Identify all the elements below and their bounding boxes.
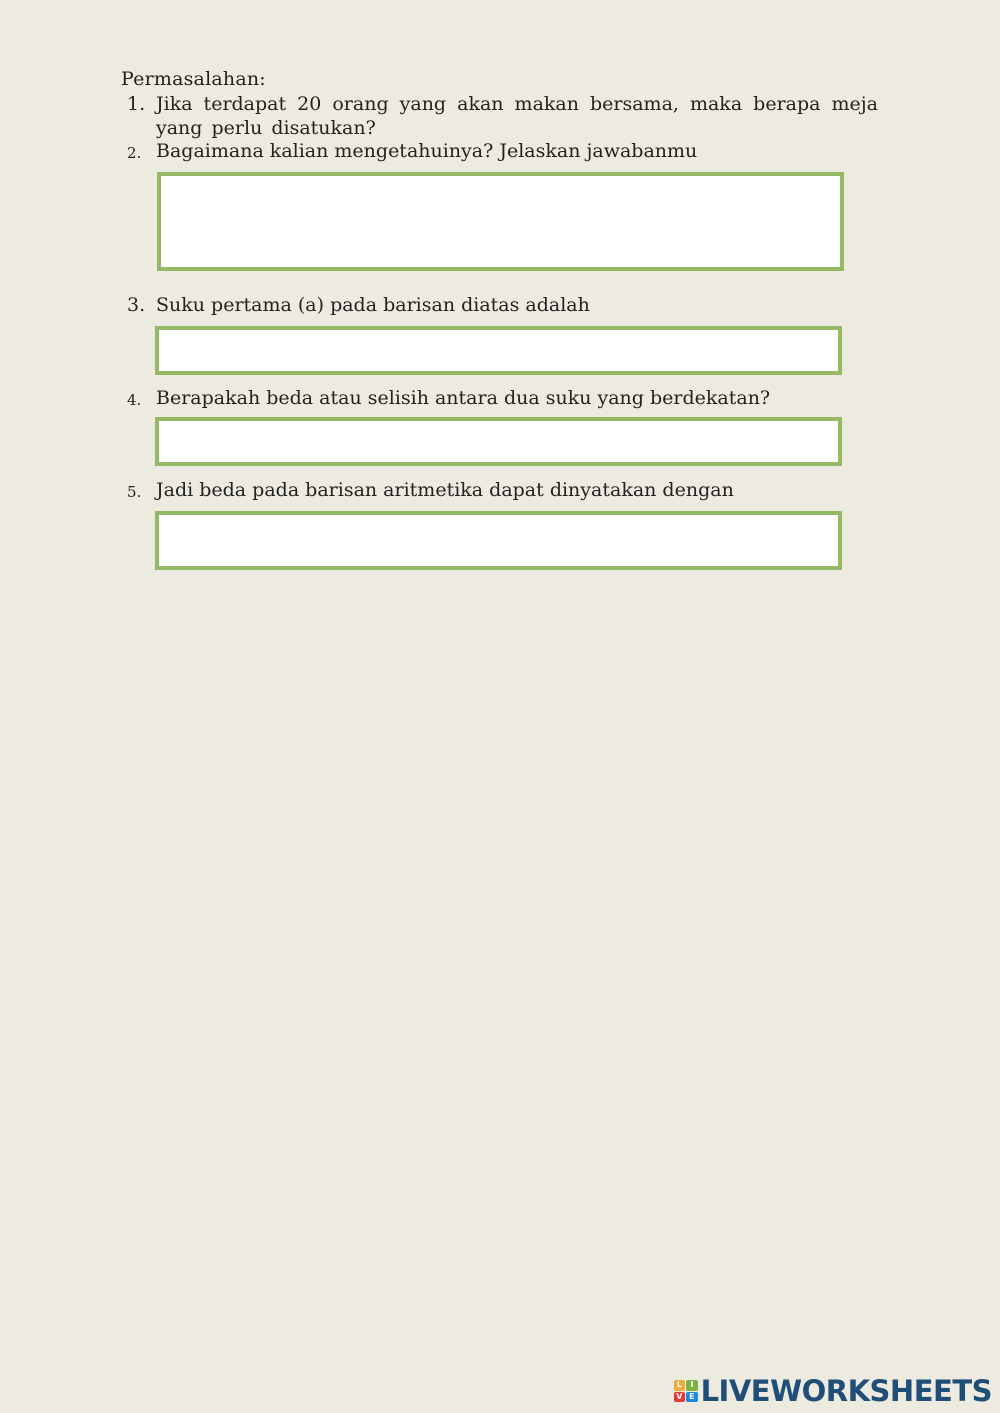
- answer-box-question-5[interactable]: [155, 511, 842, 570]
- logo-tile-e: E: [686, 1392, 698, 1403]
- question-text: Berapakah beda atau selisih antara dua suku yang berdekatan?: [156, 387, 771, 409]
- question-text-line-1: Jika terdapat 20 orang yang akan makan bersama, maka berapa meja: [156, 93, 878, 115]
- worksheet-heading: Permasalahan:: [121, 68, 266, 90]
- liveworksheets-logo: [674, 1375, 992, 1407]
- question-number: 3.: [127, 294, 146, 316]
- answer-box-question-2[interactable]: [157, 172, 844, 271]
- question-4: [121, 386, 878, 410]
- question-5: [121, 478, 878, 502]
- question-text: Bagaimana kalian mengetahuinya? Jelaskan jawabanmu: [156, 140, 698, 162]
- logo-tile-i: I: [686, 1380, 698, 1391]
- logo-tile-l: L: [674, 1380, 686, 1391]
- question-text: Jadi beda pada barisan aritmetika dapat dinyatakan dengan: [156, 479, 734, 501]
- question-1: [121, 92, 878, 140]
- question-number: 1.: [127, 93, 146, 115]
- question-text: [156, 92, 878, 140]
- question-text-line-2: yang perlu disatukan?: [156, 117, 376, 139]
- question-number: 4.: [127, 391, 142, 409]
- liveworksheets-logo-text: LIVEWORKSHEETS: [700, 1374, 992, 1408]
- question-number: 2.: [127, 144, 142, 162]
- answer-box-question-4[interactable]: [155, 417, 842, 466]
- question-2: [121, 139, 878, 163]
- question-text: Suku pertama (a) pada barisan diatas adalah: [156, 294, 590, 316]
- liveworksheets-logo-icon: [674, 1380, 698, 1402]
- question-number: 5.: [127, 483, 142, 501]
- logo-tile-v: V: [674, 1392, 686, 1403]
- answer-box-question-3[interactable]: [155, 326, 842, 375]
- question-3: [121, 293, 878, 317]
